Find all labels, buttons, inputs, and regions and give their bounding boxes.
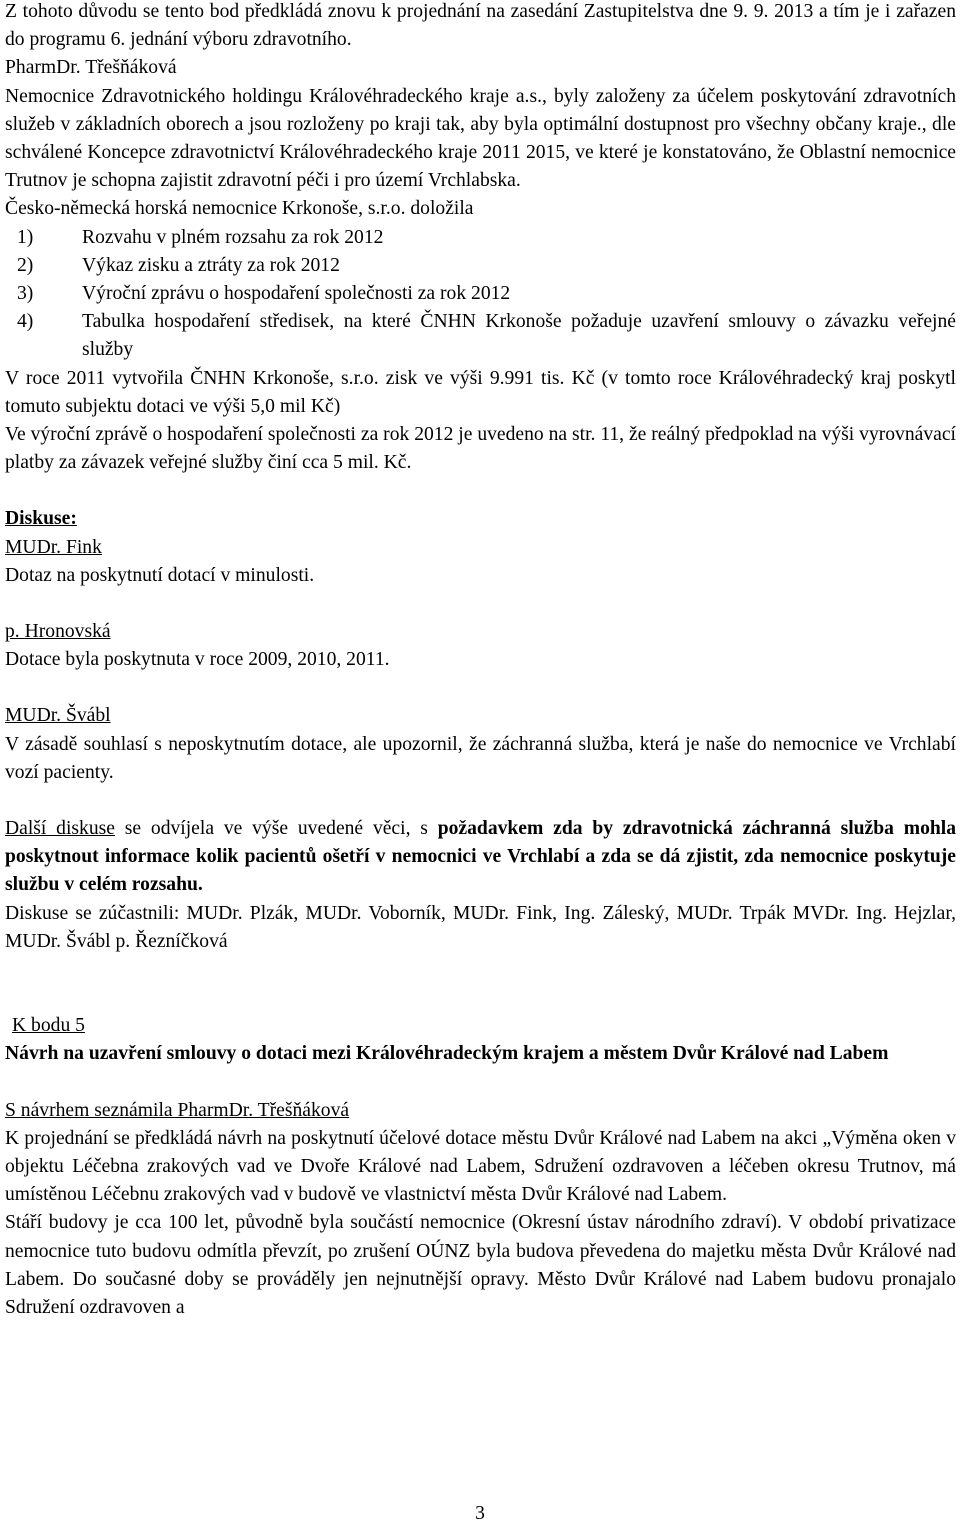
further-discussion-label: Další diskuse xyxy=(5,818,115,840)
page-number: 3 xyxy=(475,1503,485,1524)
list-item xyxy=(5,280,956,308)
list-item xyxy=(5,252,956,280)
section-title: Návrh na uzavření smlouvy o dotaci mezi Královéhradeckým krajem a městem Dvůr Králové nad Labem xyxy=(5,1043,889,1065)
document-page xyxy=(5,0,956,1322)
list-text: Tabulka hospodaření středisek, na které ČNHN Krkonoše požaduje uzavření smlouvy o závazku veřejné služby xyxy=(82,311,956,361)
discussion-speaker-svabl: MUDr. Švábl xyxy=(5,705,111,727)
list-number: 2) xyxy=(17,254,34,276)
list-text: Výroční zprávu o hospodaření společnosti za rok 2012 xyxy=(82,283,511,305)
intro-paragraph: Z tohoto důvodu se tento bod předkládá znovu k projednání na zasedání Zastupitelstva dne 9. 9. 2013 a tím je i zařazen do programu 6. jednání výboru zdravotního. xyxy=(5,1,956,51)
list-number: 3) xyxy=(17,283,34,305)
section-paragraph-1: K projednání se předkládá návrh na poskytnutí účelové dotace městu Dvůr Králové nad Labem na akci „Výměna oken v objektu Léčebna zrakových vad ve Dvoře Králové nad Labem, Sdružení ozdravoven a léčeben okresu Trutnov, má umístěnou Léčebnu zrakových vad v budově ve vlastnictví města Dvůr Králové nad Labem. xyxy=(5,1127,956,1206)
discussion-text-hronovska: Dotace byla poskytnuta v roce 2009, 2010, 2011. xyxy=(5,649,390,671)
hospital-paragraph: Nemocnice Zdravotnického holdingu Královéhradeckého kraje a.s., byly založeny za účelem poskytování zdravotních služeb v základních oborech a jsou rozloženy po kraji tak, aby byla optimální dostupnost pro všechny občany kraje., dle schválené Koncepce zdravotnictví Královéhradeckého kraje 2011 2015, ve které je konstatováno, že Oblastní nemocnice Trutnov je schopna zajistit zdravotní péči i pro území Vrchlabska. xyxy=(5,85,956,192)
discussion-text-fink: Dotaz na poskytnutí dotací v minulosti. xyxy=(5,564,315,586)
section-label: K bodu 5 xyxy=(12,1015,85,1037)
discussion-title: Diskuse: xyxy=(5,508,77,530)
list-number: 4) xyxy=(17,311,34,333)
list-text: Výkaz zisku a ztráty za rok 2012 xyxy=(82,254,340,276)
section-paragraph-2: Stáří budovy je cca 100 let, původně byla součástí nemocnice (Okresní ústav národního zdraví). V období privatizace nemocnice tuto budovu odmítla převzít, po zrušení OÚNZ byla budova převedena do majetku města Dvůr Králové nad Labem. Do současné doby se prováděly jen nejnutnější opravy. Město Dvůr Králové nad Labem budovu pronajalo Sdružení ozdravoven a xyxy=(5,1212,956,1318)
further-discussion-paragraph xyxy=(5,815,956,900)
list-item xyxy=(5,308,956,364)
discussion-speaker-hronovska: p. Hronovská xyxy=(5,621,111,643)
participants-paragraph: Diskuse se zúčastnili: MUDr. Plzák, MUDr. Voborník, MUDr. Fink, Ing. Záleský, MUDr. Trpák MVDr. Ing. Hejzlar, MUDr. Švábl p. Řezníčková xyxy=(5,902,956,952)
speaker-name: PharmDr. Třešňáková xyxy=(5,57,177,79)
discussion-speaker-fink: MUDr. Fink xyxy=(5,536,102,558)
section-presenter: S návrhem seznámila PharmDr. Třešňáková xyxy=(5,1099,350,1121)
further-discussion-request: požadavkem zda by zdravotnická záchranná služba mohla poskytnout informace kolik pacientů ošetří v nemocnici ve Vrchlabí a zda se dá zjistit, zda nemocnice poskytuje službu v celém rozsahu. xyxy=(5,818,957,896)
documents-list xyxy=(5,224,956,365)
list-number: 1) xyxy=(17,226,34,248)
further-discussion-text: se odvíjela ve výše uvedené věci, s xyxy=(114,818,438,840)
discussion-text-svabl: V zásadě souhlasí s neposkytnutím dotace, ale upozornil, že záchranná služba, která je naše do nemocnice ve Vrchlabí vozí pacienty. xyxy=(5,733,956,783)
annual-report-paragraph: Ve výroční zprávě o hospodaření společnosti za rok 2012 je uvedeno na str. 11, že reálný předpoklad na výši vyrovnávací platby za závazek veřejné služby činí cca 5 mil. Kč. xyxy=(5,424,956,474)
cnhn-heading: Česko-německá horská nemocnice Krkonoše, s.r.o. doložila xyxy=(5,198,474,220)
list-item xyxy=(5,224,956,252)
list-text: Rozvahu v plném rozsahu za rok 2012 xyxy=(82,226,384,248)
profit-paragraph: V roce 2011 vytvořila ČNHN Krkonoše, s.r.o. zisk ve výši 9.991 tis. Kč (v tomto roce Královéhradecký kraj poskytl tomuto subjektu dotaci ve výši 5,0 mil Kč) xyxy=(5,367,956,417)
